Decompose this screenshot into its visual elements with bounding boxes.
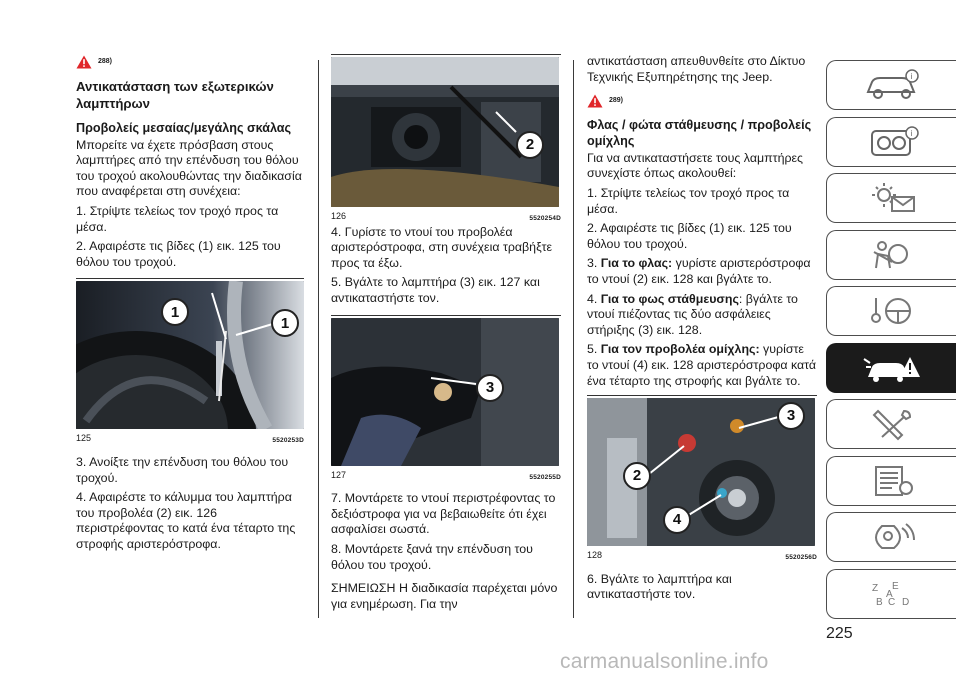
figure-caption: [331, 468, 561, 486]
figure-number: 128: [587, 550, 603, 561]
bulb-removal-photo: [331, 318, 559, 466]
step: 4. Γυρίστε το ντουί του προβολέα αριστερόστροφα, στη συνέχεια τραβήξτε προς τα έξω.: [331, 224, 553, 270]
subsection-title: Φλας / φώτα στάθμευσης / προβολείς ομίχλης: [587, 117, 812, 148]
warning-ref-text: 289): [609, 97, 624, 105]
car-info-icon: [862, 68, 922, 102]
warning-ref-text: 288): [98, 58, 113, 65]
figure-number: 125: [76, 433, 92, 444]
svg-text:i: i: [910, 128, 912, 138]
figure-caption: [76, 431, 304, 449]
figure-128-image: [587, 398, 815, 546]
step: 4. Αφαιρέστε το κάλυμμα του λαμπτήρα του προβολέα (2) εικ. 126 περιστρέφοντας το κατά ένα τέταρτο της στροφής αριστερόστροφα.: [76, 490, 296, 551]
figure-125-image: [76, 281, 304, 429]
step: 7. Μοντάρετε το ντουί περιστρέφοντας το δεξιόστροφα για να βεβαιωθείτε ότι έχει ασφαλίσει σωστά.: [331, 491, 556, 537]
figure-code: 5520255D: [529, 473, 561, 481]
step: 1. Στρίψτε τελείως τον τροχό προς τα μέσα.: [76, 203, 279, 234]
figure-callout: 1: [161, 298, 189, 326]
step: 5. Για τον προβολέα ομίχλης: γυρίστε το ντουί (4) εικ. 128 αριστερόστροφα κατά ένα τέταρτο της στροφής και βγάλτε το.: [587, 342, 817, 388]
svg-text:B: B: [875, 596, 883, 608]
figure-125: [76, 278, 304, 449]
step: 6. Βγάλτε το λαμπτήρα και αντικαταστήστε τον.: [587, 571, 732, 602]
intro-paragraph: Μπορείτε να έχετε πρόσβαση στους λαμπτήρες από την επένδυση του θόλου του τροχού ακολουθώντας την διαδικασία που αναφέρεται στη συνέχεια:: [76, 137, 302, 199]
tab-driving[interactable]: [826, 286, 956, 336]
dashboard-info-icon: [862, 125, 922, 159]
watermark: carmanualsonline.info: [560, 650, 769, 673]
warning-reference: [587, 93, 817, 109]
warning-triangle-icon: [76, 55, 92, 69]
column-1: [76, 54, 304, 557]
alphabetical-index-icon: [862, 577, 922, 611]
figure-number: 127: [331, 469, 347, 480]
column-3: [587, 54, 817, 607]
tab-car-info[interactable]: [826, 60, 956, 110]
steering-wheel-key-icon: [862, 294, 922, 328]
continuation-text: αντικατάσταση απευθυνθείτε στο Δίκτυο Τεχνικής Εξυπηρέτησης της Jeep.: [587, 54, 806, 84]
step: 8. Μοντάρετε ξανά την επένδυση του θόλου του τροχού.: [331, 541, 533, 572]
page-number: 225: [826, 625, 853, 642]
step: 1. Στρίψτε τελείως τον τροχό προς τα μέσα.: [587, 185, 790, 216]
tab-dashboard[interactable]: [826, 117, 956, 167]
figure-callout: 2: [516, 131, 544, 159]
svg-text:D: D: [901, 596, 909, 608]
figure-code: 5520254D: [529, 215, 561, 222]
lights-envelope-icon: [862, 181, 922, 215]
figure-callout: 1: [271, 309, 299, 337]
specifications-list-icon: [862, 464, 922, 498]
figure-code: 5520256D: [785, 554, 817, 562]
step: 2. Αφαιρέστε τις βίδες (1) εικ. 125 του θόλου του τροχού.: [76, 239, 281, 269]
figure-126-image: [331, 57, 559, 207]
car-emergency-icon: [862, 351, 922, 385]
subsection-title: Προβολείς μεσαίας/μεγάλης σκάλας: [76, 120, 292, 135]
figure-callout: 2: [623, 462, 651, 490]
figure-127: [331, 315, 561, 486]
svg-text:Z: Z: [871, 582, 878, 594]
tab-specifications[interactable]: [826, 456, 956, 506]
airbag-safety-icon: [862, 238, 922, 272]
step: 5. Βγάλτε το λαμπτήρα (3) εικ. 127 και αντικαταστήστε τον.: [331, 275, 540, 305]
column-2: [331, 54, 561, 616]
intro-paragraph: Για να αντικαταστήσετε τους λαμπτήρες συνεχίστε όπως ακολουθεί:: [587, 150, 804, 181]
svg-text:E: E: [891, 580, 899, 592]
svg-text:C: C: [887, 596, 895, 608]
figure-126: [331, 54, 561, 227]
section-title: Αντικατάσταση των εξωτερικών λαμπτήρων: [76, 78, 274, 111]
wheel-arch-photo: [76, 281, 304, 429]
chapter-tabs: [826, 60, 956, 625]
note: ΣΗΜΕΙΩΣΗ Η διαδικασία παρέχεται μόνο για ενημέρωση. Για την: [331, 581, 558, 611]
step: 2. Αφαιρέστε τις βίδες (1) εικ. 125 του θόλου του τροχού.: [587, 221, 792, 251]
tab-lights[interactable]: [826, 173, 956, 223]
column-divider: [573, 60, 574, 618]
tab-emergency[interactable]: [826, 343, 956, 393]
figure-128: [587, 395, 817, 566]
figure-caption: [587, 548, 817, 566]
step: 3. Για το φλας: γυρίστε αριστερόστροφα το ντουί (2) εικ. 128 και βγάλτε το.: [587, 256, 811, 286]
figure-number: 126: [331, 211, 347, 221]
column-divider: [318, 60, 319, 618]
figure-127-image: [331, 318, 559, 466]
tab-multimedia[interactable]: [826, 512, 956, 562]
figure-callout: 3: [777, 402, 805, 430]
figure-callout: 4: [663, 506, 691, 534]
step: 4. Για το φως στάθμευσης: βγάλτε το ντουί πιέζοντας τις δύο ασφάλειες στήριξης (3) εικ. 128.: [587, 291, 798, 337]
figure-callout: 3: [476, 374, 504, 402]
warning-triangle-icon: [587, 94, 603, 108]
step: 3. Ανοίξτε την επένδυση του θόλου του τροχού.: [76, 454, 289, 485]
tab-maintenance[interactable]: [826, 399, 956, 449]
warning-reference: [76, 54, 304, 70]
multimedia-signal-icon: [862, 520, 922, 554]
svg-text:A: A: [885, 588, 893, 600]
svg-text:i: i: [910, 72, 912, 81]
maintenance-tools-icon: [862, 407, 922, 441]
tab-index[interactable]: [826, 569, 956, 619]
figure-code: 5520253D: [272, 437, 304, 445]
tab-safety[interactable]: [826, 230, 956, 280]
